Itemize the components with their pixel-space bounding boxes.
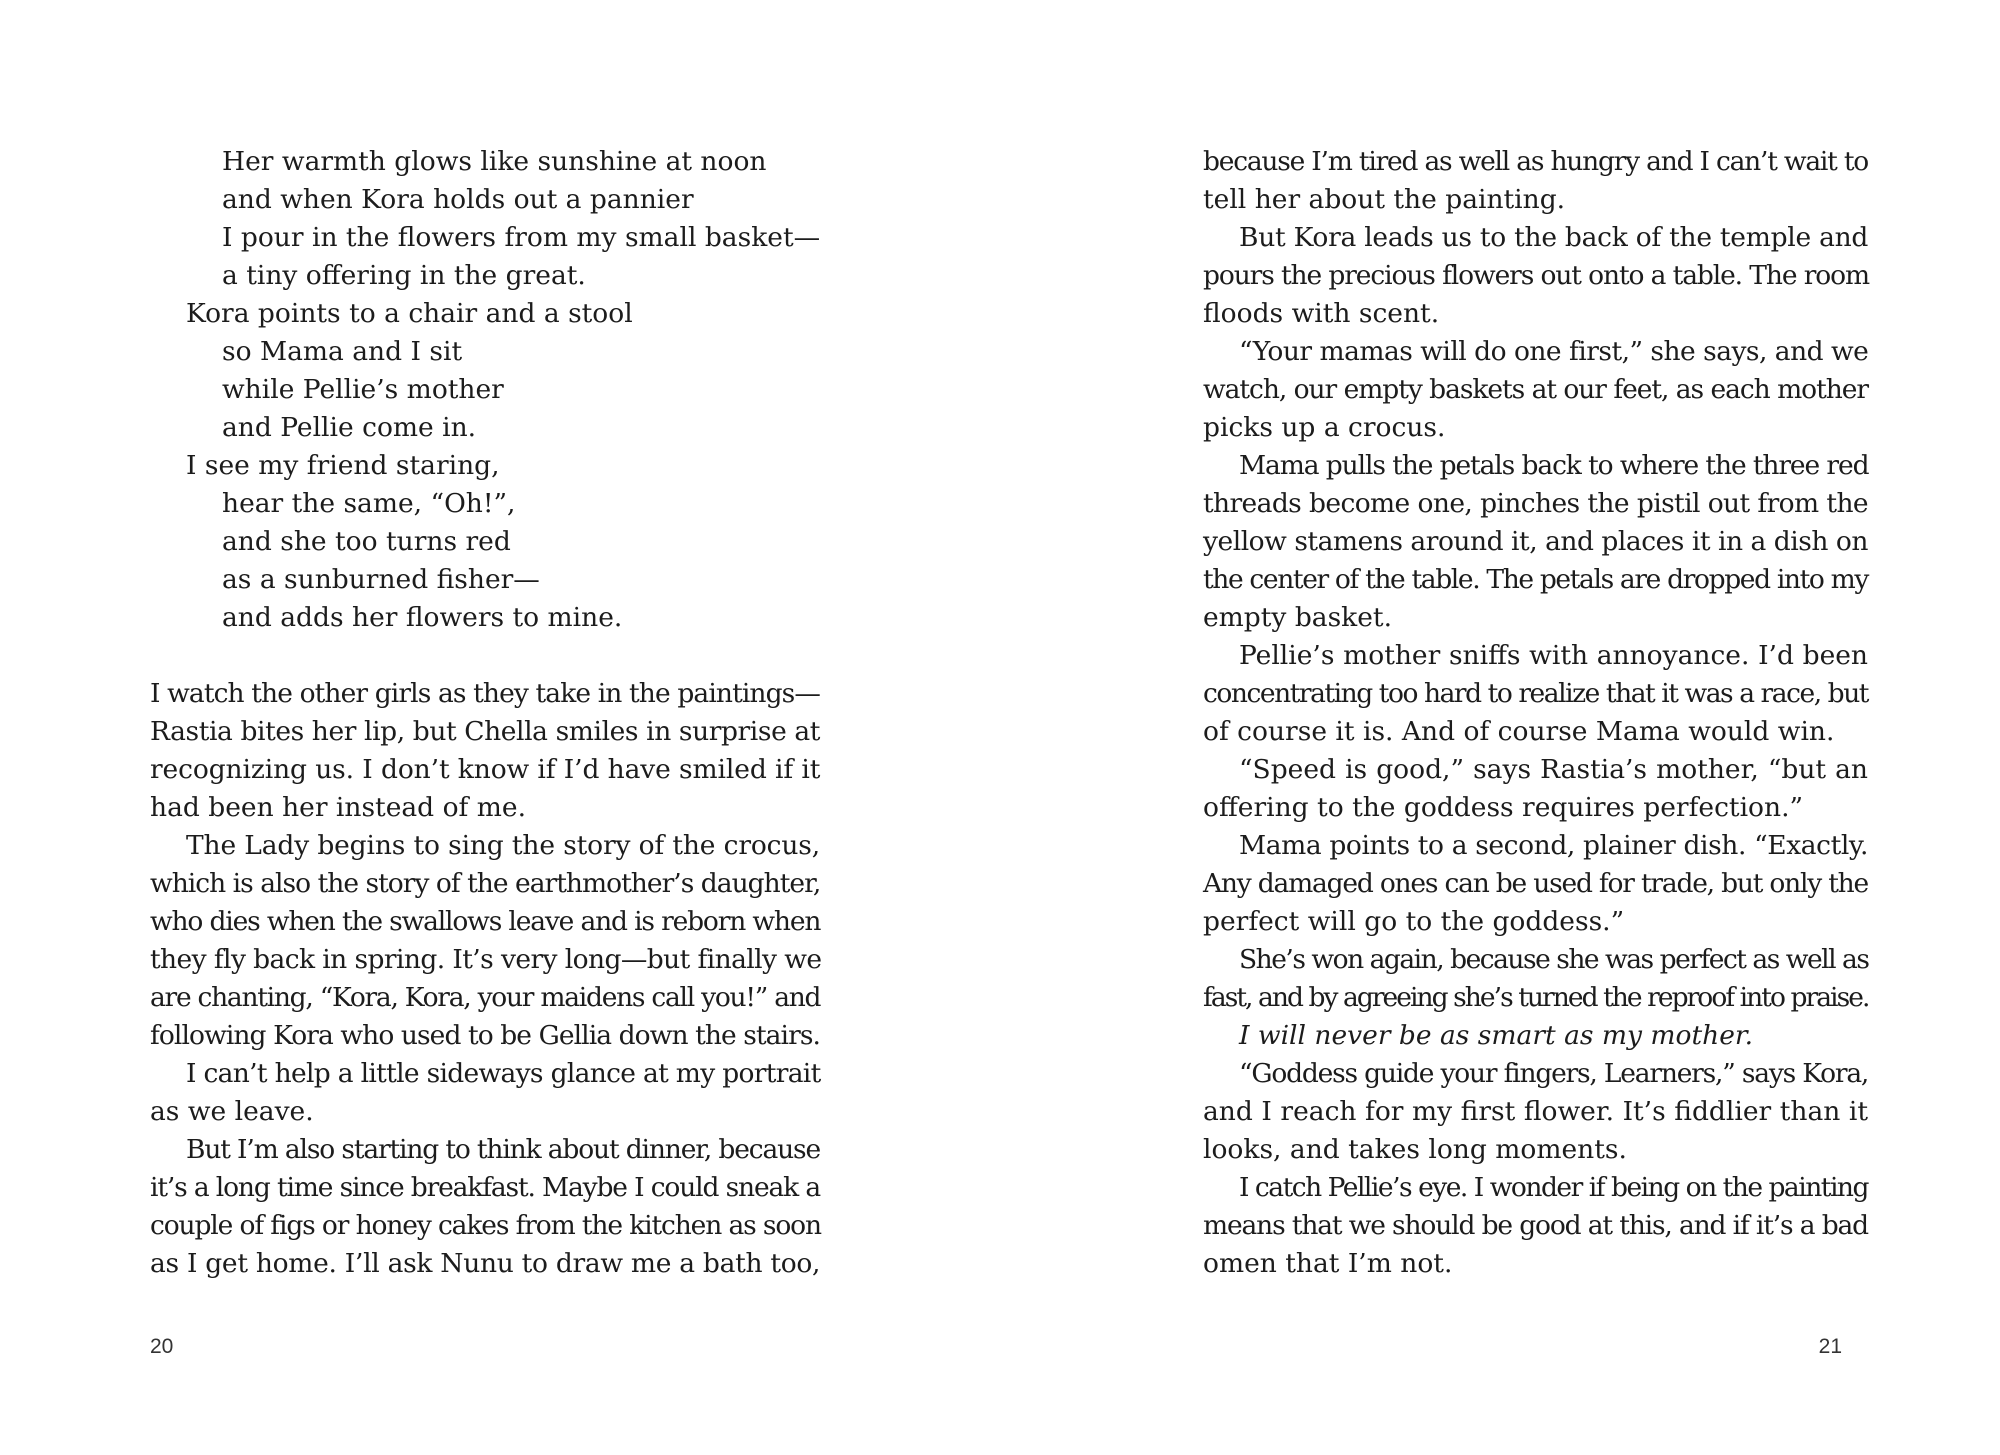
prose-line: concentrating too hard to realize that it was a race, but [1203, 678, 1868, 709]
prose-line: offering to the goddess requires perfection.” [1203, 792, 1804, 823]
prose-line: who dies when the swallows leave and is reborn when [150, 906, 821, 937]
prose-line: as we leave. [150, 1096, 314, 1127]
prose-line: Mama pulls the petals back to where the three red [1239, 450, 1869, 481]
prose-line: had been her instead of me. [150, 792, 526, 823]
right-page-text [1203, 143, 1868, 1283]
verse-line: I pour in the flowers from my small basket— [222, 222, 821, 253]
verse-line: Her warmth glows like sunshine at noon [222, 146, 767, 177]
prose-line: empty basket. [1203, 602, 1392, 633]
prose-line: tell her about the painting. [1203, 184, 1566, 215]
prose-line: because I’m tired as well as hungry and I can’t wait to [1203, 146, 1868, 177]
verse-line: and adds her flowers to mine. [222, 602, 623, 633]
verse-line: I see my friend staring, [186, 450, 500, 481]
prose-line: yellow stamens around it, and places it in a dish on [1203, 526, 1868, 557]
prose-line: they fly back in spring. It’s very long—but finally we [150, 944, 822, 975]
verse-line: Kora points to a chair and a stool [186, 298, 633, 329]
prose-line: which is also the story of the earthmother’s daughter, [150, 868, 821, 899]
prose-line: couple of figs or honey cakes from the kitchen as soon [150, 1210, 821, 1241]
verse-line: as a sunburned fisher— [222, 564, 540, 595]
verse-line: so Mama and I sit [222, 336, 463, 367]
prose-line: She’s won again, because she was perfect as well as [1239, 944, 1869, 975]
verse-line: and when Kora holds out a pannier [222, 184, 694, 215]
verse-line: while Pellie’s mother [222, 374, 504, 405]
prose-line: and I reach for my first flower. It’s fiddlier than it [1203, 1096, 1868, 1127]
prose-line: I can’t help a little sideways glance at my portrait [186, 1058, 821, 1089]
prose-line: are chanting, “Kora, Kora, your maidens call you!” and [150, 982, 821, 1013]
prose-line: of course it is. And of course Mama would win. [1203, 716, 1835, 747]
verse-line: and Pellie come in. [222, 412, 477, 443]
prose-line: I catch Pellie’s eye. I wonder if being on the painting [1239, 1172, 1868, 1203]
page-number-right: 21 [1818, 1335, 1842, 1358]
left-page-text [150, 143, 820, 1283]
page-number-left: 20 [150, 1335, 174, 1358]
prose-line: threads become one, pinches the pistil out from the [1203, 488, 1868, 519]
prose-line: perfect will go to the goddess.” [1203, 906, 1625, 937]
verse-line: and she too turns red [222, 526, 511, 557]
verse-line: a tiny offering in the great. [222, 260, 586, 291]
prose-line: Any damaged ones can be used for trade, but only the [1203, 868, 1868, 899]
prose-line: watch, our empty baskets at our feet, as each mother [1203, 374, 1868, 405]
right-page [1000, 0, 2000, 1455]
verse-line: hear the same, “Oh!”, [222, 488, 516, 519]
stanza-gap [150, 637, 820, 675]
prose-line: The Lady begins to sing the story of the crocus, [186, 830, 820, 861]
prose-line: fast, and by agreeing she’s turned the reproof into praise. [1203, 982, 1869, 1013]
prose-line: following Kora who used to be Gellia down the stairs. [150, 1020, 821, 1051]
prose-line: “Speed is good,” says Rastia’s mother, “but an [1239, 754, 1868, 785]
prose-line: I watch the other girls as they take in the paintings— [150, 678, 820, 709]
prose-line: pours the precious flowers out onto a table. The room [1203, 260, 1869, 291]
prose-line: the center of the table. The petals are dropped into my [1203, 564, 1868, 595]
prose-line: looks, and takes long moments. [1203, 1134, 1627, 1165]
prose-line: means that we should be good at this, and if it’s a bad [1203, 1210, 1868, 1241]
prose-line: picks up a crocus. [1203, 412, 1446, 443]
prose-line: recognizing us. I don’t know if I’d have smiled if it [150, 754, 821, 785]
prose-line: omen that I’m not. [1203, 1248, 1453, 1279]
prose-line: But I’m also starting to think about dinner, because [186, 1134, 820, 1165]
prose-line: “Your mamas will do one first,” she says, and we [1239, 336, 1869, 367]
prose-line: Rastia bites her lip, but Chella smiles in surprise at [150, 716, 820, 747]
prose-line: I will never be as smart as my mother. [1239, 1020, 1754, 1051]
prose-line: “Goddess guide your fingers, Learners,” says Kora, [1239, 1058, 1869, 1089]
prose-line: Pellie’s mother sniffs with annoyance. I’d been [1239, 640, 1868, 671]
prose-line: floods with scent. [1203, 298, 1440, 329]
prose-line: But Kora leads us to the back of the temple and [1239, 222, 1869, 253]
prose-line: Mama points to a second, plainer dish. “Exactly. [1239, 830, 1868, 861]
prose-line: as I get home. I’ll ask Nunu to draw me a bath too, [150, 1248, 821, 1279]
prose-line: it’s a long time since breakfast. Maybe I could sneak a [150, 1172, 820, 1203]
